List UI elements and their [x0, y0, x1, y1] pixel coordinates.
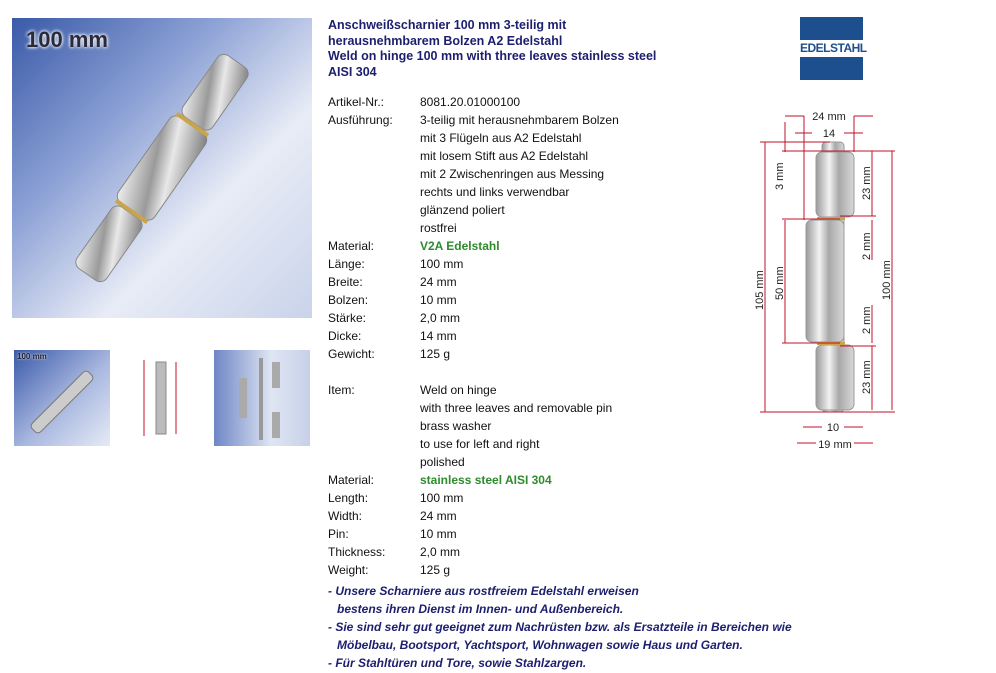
thumbnail-photo[interactable] [14, 350, 110, 446]
spec-value: glänzend poliert [420, 203, 505, 217]
dim-total-100: 100 mm [881, 260, 893, 300]
middle-leaf [806, 220, 844, 342]
spec-value: rostfrei [420, 221, 457, 235]
spec-value: 10 mm [420, 293, 457, 307]
spec-value: 3-teilig mit herausnehmbarem Bolzen [420, 113, 619, 127]
spec-value: mit 3 Flügeln aus A2 Edelstahl [420, 131, 582, 145]
spec-label: Breite: [328, 275, 363, 289]
spec-value: brass washer [420, 419, 492, 433]
spec-value: with three leaves and removable pin [420, 401, 613, 415]
product-main-image[interactable] [12, 18, 312, 318]
note-line: - Unsere Scharniere aus rostfreiem Edelstahl erweisen [328, 584, 639, 598]
feature-notes [328, 582, 792, 672]
spec-value: 14 mm [420, 329, 457, 343]
bottom-leaf [816, 345, 854, 410]
dim-ring-2: 2 mm [861, 232, 873, 260]
spec-label: Gewicht: [328, 347, 375, 361]
dim-top-23: 23 mm [861, 166, 873, 200]
spec-value: polished [420, 455, 465, 469]
spec-value: 10 mm [420, 527, 457, 541]
dim-total-105: 105 mm [754, 270, 766, 310]
hinge-photo [12, 18, 312, 318]
dim-mid-50: 50 mm [774, 266, 786, 300]
spec-value: to use for left and right [420, 437, 540, 451]
dim-pin-10: 10 [826, 422, 840, 434]
title-line: Anschweißscharnier 100 mm 3-teilig mit [328, 18, 567, 32]
dim-bottom-23: 23 mm [861, 360, 873, 394]
dimension-diagram [690, 100, 980, 460]
edelstahl-logo [800, 17, 867, 80]
spec-label: Dicke: [328, 329, 362, 343]
diagram-thumb [130, 350, 190, 446]
parts-thumb [214, 350, 310, 446]
note-line: bestens ihren Dienst im Innen- und Außenbereich. [337, 602, 624, 616]
thumbnail-parts[interactable] [214, 350, 310, 446]
title-line: Weld on hinge 100 mm with three leaves stainless steel [328, 49, 657, 63]
thumbnail-diagram[interactable] [130, 350, 190, 446]
note-line: - Für Stahltüren und Tore, sowie Stahlzargen. [328, 656, 587, 670]
title-line: AISI 304 [328, 64, 377, 79]
dim-ring-2: 2 mm [861, 306, 873, 334]
title-line: herausnehmbarem Bolzen A2 Edelstahl [328, 33, 563, 48]
hinge-dimension-drawing [690, 100, 980, 460]
spec-value: rechts und links verwendbar [420, 185, 570, 199]
spec-label: Bolzen: [328, 293, 369, 307]
spec-value: 24 mm [420, 275, 457, 289]
spec-value: 125 g [420, 563, 451, 577]
spec-label: Ausführung: [328, 113, 393, 127]
spec-value: mit losem Stift aus A2 Edelstahl [420, 149, 589, 163]
spec-value: 2,0 mm [420, 311, 461, 325]
spec-value: 2,0 mm [420, 545, 461, 559]
spec-label: Stärke: [328, 311, 367, 325]
spec-label: Pin: [328, 527, 349, 541]
spec-value: 125 g [420, 347, 451, 361]
spec-label: Item: [328, 383, 355, 397]
spec-label: Width: [328, 509, 363, 523]
dim-width-19: 19 mm [818, 439, 852, 451]
top-leaf [816, 152, 854, 217]
logo-text: EDELSTAHL [800, 41, 867, 55]
spec-label: Material: [328, 239, 375, 253]
dim-thickness-14: 14 [822, 128, 836, 140]
spec-label: Material: [328, 473, 375, 487]
size-badge: 100 mm [17, 352, 47, 361]
spec-value: Weld on hinge [420, 383, 497, 397]
spec-value: 24 mm [420, 509, 457, 523]
hinge-thumb [14, 350, 110, 446]
spec-value: 8081.20.01000100 [420, 95, 521, 109]
material-value: stainless steel AISI 304 [420, 473, 552, 487]
spec-value: 100 mm [420, 491, 464, 505]
note-line: Möbelbau, Bootsport, Yachtsport, Wohnwagen sowie Haus und Garten. [337, 638, 743, 652]
dim-width-24: 24 mm [812, 111, 846, 123]
spec-label: Thickness: [328, 545, 386, 559]
spec-label: Weight: [328, 563, 369, 577]
spec-label: Length: [328, 491, 369, 505]
spec-value: mit 2 Zwischenringen aus Messing [420, 167, 605, 181]
material-value: V2A Edelstahl [420, 239, 500, 253]
spec-label: Länge: [328, 257, 365, 271]
dim-gap-3: 3 mm [774, 162, 786, 190]
size-badge: 100 mm [26, 27, 108, 52]
spec-table [328, 93, 619, 579]
spec-label: Artikel-Nr.: [328, 95, 385, 109]
note-line: - Sie sind sehr gut geeignet zum Nachrüsten bzw. als Ersatzteile in Bereichen wie [328, 620, 792, 634]
spec-value: 100 mm [420, 257, 464, 271]
product-title [328, 18, 656, 80]
